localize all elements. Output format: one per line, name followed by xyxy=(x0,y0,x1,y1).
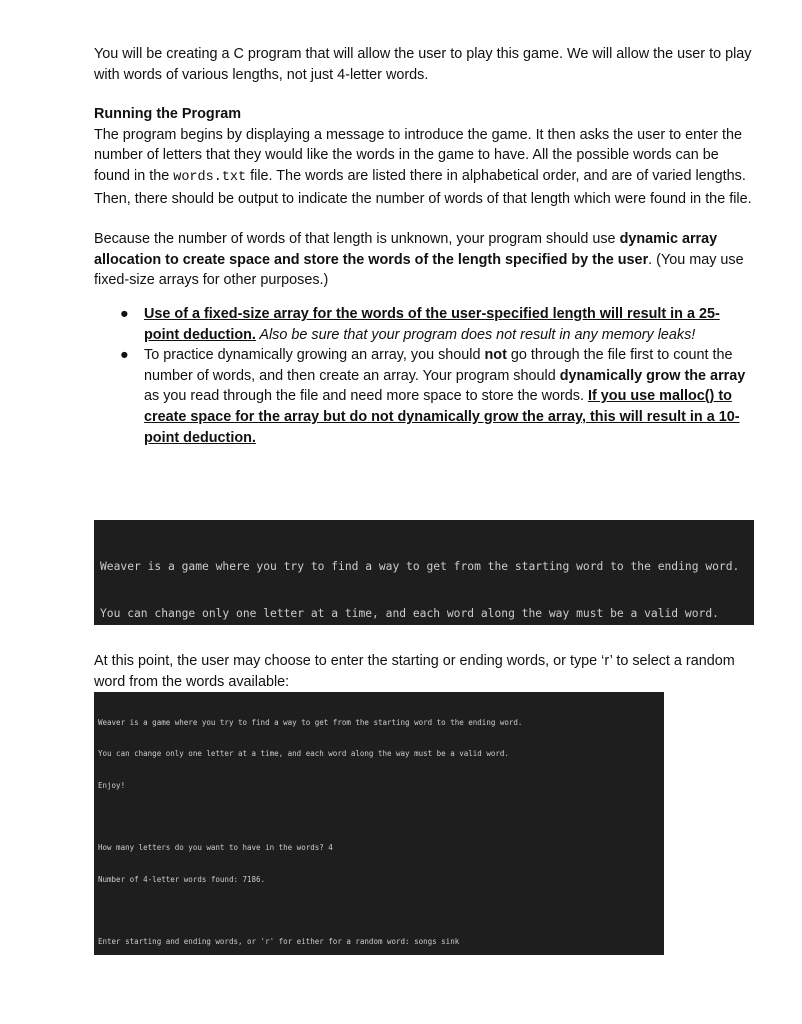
fixed-array-deduction: Use of a fixed-size array for the words of the user-specified length will result in a 25-point deduction. xyxy=(144,305,720,343)
running-paragraph-2 xyxy=(94,229,754,291)
running-p2-text-b: . (You may use fixed-size arrays for other purposes.) xyxy=(94,251,744,289)
terminal-line: You can change only one letter at a time, and each word along the way must be a valid word. xyxy=(98,749,509,759)
grow-not: not xyxy=(484,347,507,364)
bullet-dot: ● xyxy=(120,347,129,364)
running-p2-text-a: Because the number of words of that length is unknown, your program should use xyxy=(94,231,620,248)
terminal-line: You can change only one letter at a time, and each word along the way must be a valid word. xyxy=(100,606,719,620)
memory-leaks-note: Also be sure that your program does not result in any memory leaks! xyxy=(255,326,696,343)
random-word-paragraph-container xyxy=(94,651,754,692)
terminal-line: Weaver is a game where you try to find a way to get from the starting word to the ending word. xyxy=(98,717,523,727)
intro-paragraph: You will be creating a C program that will allow the user to play this game. We will allow the user to play with words of various lengths, not just 4-letter words. xyxy=(94,46,752,83)
terminal-line xyxy=(98,812,660,822)
terminal-output-1 xyxy=(94,520,754,625)
terminal-line: Enter starting and ending words, or 'r' for either for a random word: songs sink xyxy=(98,937,460,947)
grow-bold: dynamically grow the array xyxy=(559,367,746,384)
running-paragraph-1 xyxy=(94,125,754,209)
bullet-dot: ● xyxy=(120,305,129,322)
running-p1-text-b: file. The words are listed there in alphabetical order, and are of varied lengths. Then, there should be output to indicate the number of words of that length which were found in the file. xyxy=(94,167,752,207)
grow-text-b: go through the file first to count the number of words, and then create an array. Your program should xyxy=(144,347,733,384)
running-p1-text-a: The program begins by displaying a message to introduce the game. It then asks the user to enter the number of letters that they would like the words in the game to have. All the possible words can be found in the xyxy=(94,126,742,184)
terminal-line: Enjoy! xyxy=(98,780,126,790)
grow-text-a: To practice dynamically growing an array, you should xyxy=(144,347,485,364)
random-word-paragraph: At this point, the user may choose to enter the starting or ending words, or type ‘r’ to select a random word from the words available: xyxy=(94,653,735,690)
terminal-line: Weaver is a game where you try to find a way to get from the starting word to the ending word. xyxy=(100,559,740,573)
grow-text-c: as you read through the file and need more space to store the words. xyxy=(144,388,588,405)
terminal-line xyxy=(98,906,660,916)
terminal-line: Number of 4-letter words found: 7186. xyxy=(98,874,266,884)
section-heading: Running the Program xyxy=(94,106,242,123)
running-p2-bold: dynamic array allocation to create space and store the words of the length specified by the user xyxy=(94,231,718,268)
terminal-line: How many letters do you want to have in the words? 4 xyxy=(98,843,333,853)
requirements-list xyxy=(94,304,754,448)
terminal-output-2 xyxy=(94,692,664,955)
words-file-code: words.txt xyxy=(173,169,247,185)
list-item-fixed-array xyxy=(94,304,754,345)
list-item-dynamic-grow xyxy=(94,345,754,448)
document-body xyxy=(94,44,754,448)
malloc-deduction: If you use malloc() to create space for the array but do not dynamically grow the array, this will result in a 10-point deduction. xyxy=(144,388,740,446)
